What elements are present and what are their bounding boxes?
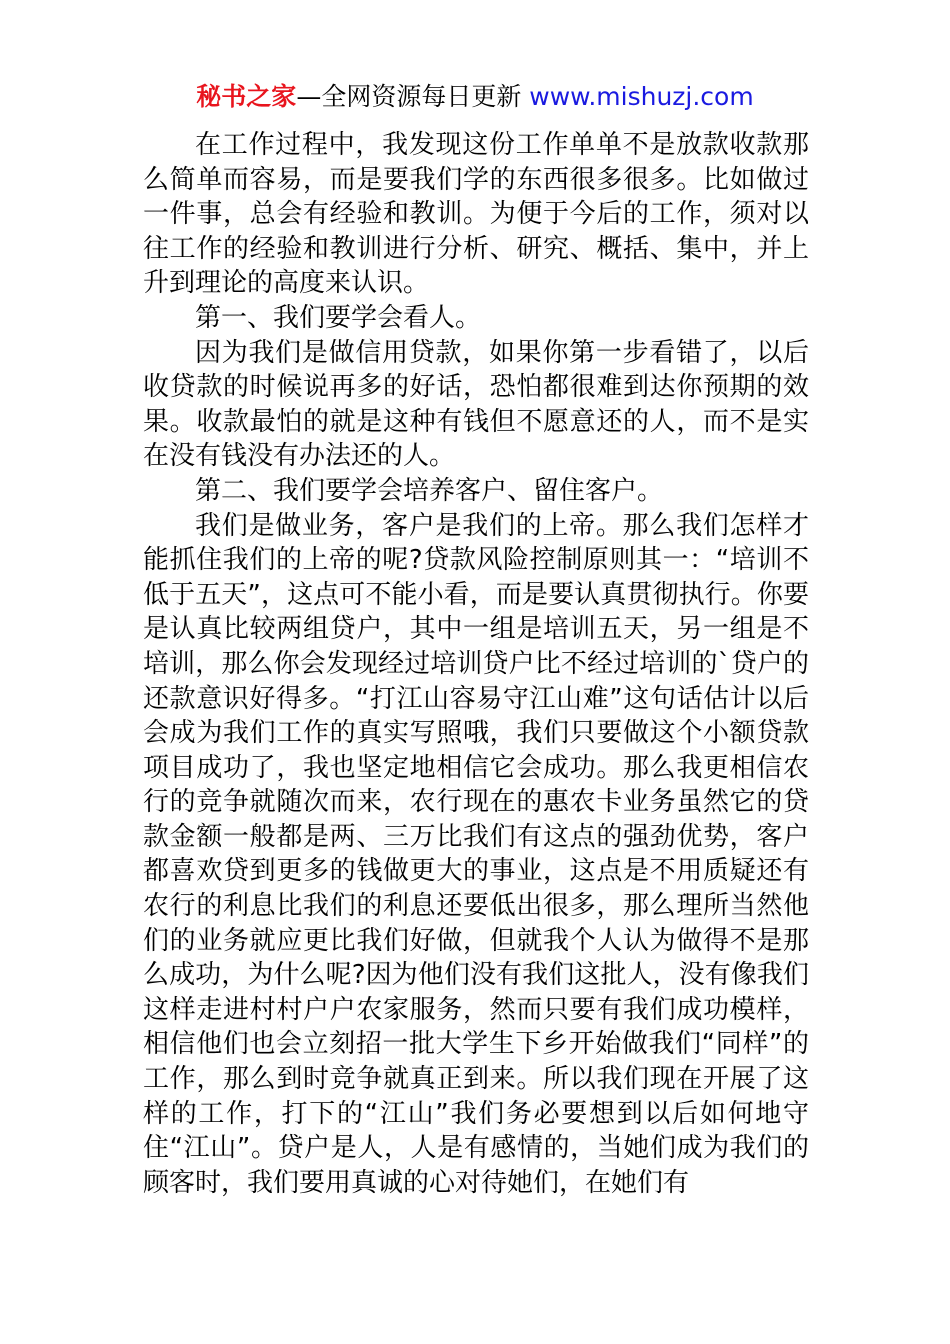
paragraph-intro: 在工作过程中，我发现这份工作单单不是放款收款那么简单而容易，而是要我们学的东西很多很多。比如做过一件事，总会有经验和教训。为便于今后的工作，须对以往工作的经验和教训进行分析、研究、概括、集中，并上升到理论的高度来认识。 <box>143 130 809 299</box>
paragraph-section-1: 因为我们是做信用贷款，如果你第一步看错了，以后收贷款的时候说再多的好话，恐怕都很难到达你预期的效果。收款最怕的就是这种有钱但不愿意还的人，而不是实在没有钱没有办法还的人。 <box>143 337 809 472</box>
section-heading-2: 第二、我们要学会培养客户、留住客户。 <box>195 475 664 506</box>
site-brand: 秘书之家 <box>196 82 297 111</box>
document-body <box>143 128 809 1200</box>
paragraph-section-2: 我们是做业务，客户是我们的上帝。那么我们怎样才能抓住我们的上帝的呢?贷款风险控制原则其一：“培训不低于五天”，这点可不能小看，而是要认真贯彻执行。你要是认真比较两组贷户，其中一组是培训五天，另一组是不培训，那么你会发现经过培训贷户比不经过培训的`贷户的还款意识好得多。“打江山容易守江山难”这句话估计以后会成为我们工作的真实写照哦，我们只要做这个小额贷款项目成功了，我也坚定地相信它会成功。那么我更相信农行的竞争就随次而来，农行现在的惠农卡业务虽然它的贷款金额一般都是两、三万比我们有这点的强劲优势，客户都喜欢贷到更多的钱做更大的事业，这点是不用质疑还有农行的利息比我们的利息还要低出很多，那么理所当然他们的业务就应更比我们好做，但就我个人认为做得不是那么成功，为什么呢?因为他们没有我们这批人，没有像我们这样走进村村户户农家服务，然而只要有我们成功模样，相信他们也会立刻招一批大学生下乡开始做我们“同样”的工作，那么到时竞争就真正到来。所以我们现在开展了这样的工作，打下的“江山”我们务必要想到以后如何地守住“江山”。贷户是人，人是有感情的，当她们成为我们的顾客时，我们要用真诚的心对待她们，在她们有 <box>143 510 809 1198</box>
site-tagline: —全网资源每日更新 <box>296 82 522 111</box>
section-heading-1: 第一、我们要学会看人。 <box>195 302 482 333</box>
site-header <box>0 80 950 114</box>
site-url-link[interactable]: www.mishuzj.com <box>529 82 754 111</box>
